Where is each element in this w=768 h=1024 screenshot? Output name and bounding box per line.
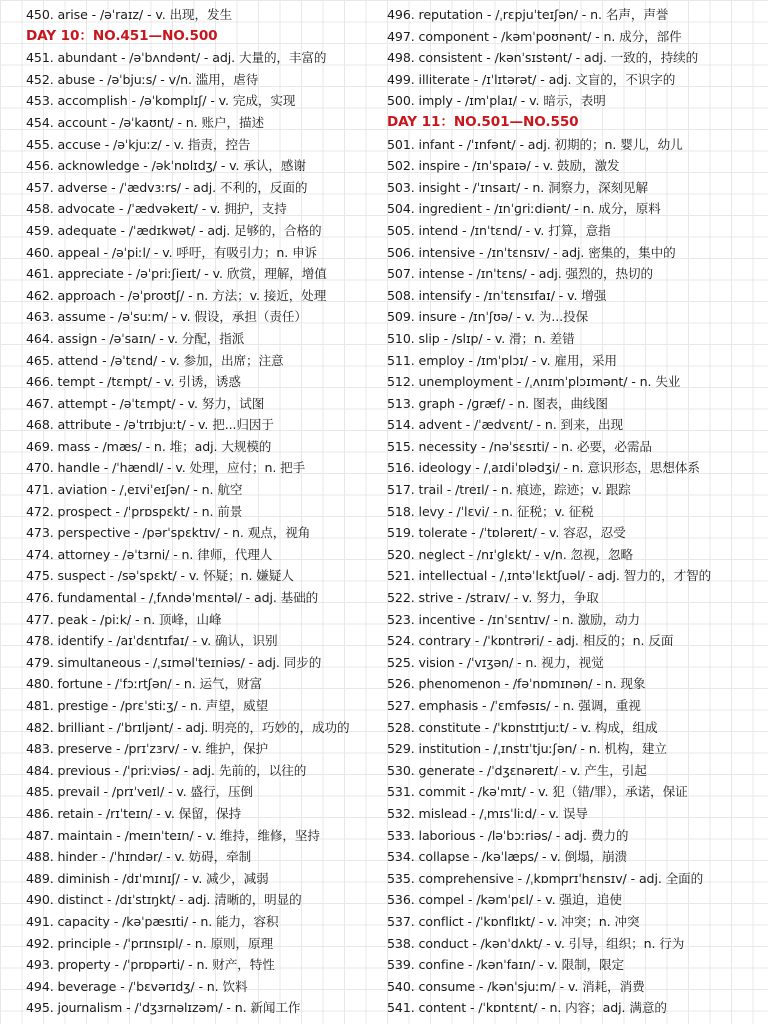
- vocab-entry: 471. aviation - /ˌeɪviˈeɪʃən/ - n. 航空: [26, 482, 243, 498]
- vocab-entry: 474. attorney - /əˈtɜrni/ - n. 律师，代理人: [26, 546, 273, 562]
- vocab-entry: 532. mislead - /ˌmɪsˈliːd/ - v. 误导: [387, 805, 588, 821]
- vocab-entry: 536. compel - /kəmˈpɛl/ - v. 强迫，追使: [387, 892, 622, 908]
- day-heading: DAY 11：NO.501—NO.550: [387, 113, 579, 130]
- vocab-entry: 483. preserve - /prɪˈzɜrv/ - v. 维护，保护: [26, 741, 268, 757]
- vocab-entry: 486. retain - /rɪˈteɪn/ - v. 保留，保持: [26, 805, 242, 821]
- vocab-entry: 456. acknowledge - /əkˈnɒlɪdʒ/ - v. 承认，感谢: [26, 158, 306, 174]
- vocab-entry: 506. intensive - /ɪnˈtɛnsɪv/ - adj. 密集的，集中的: [387, 244, 676, 260]
- vocab-entry: 531. commit - /kəˈmɪt/ - v. 犯（错/罪），承诺，保证: [387, 784, 688, 800]
- vocab-entry: 529. institution - /ˌɪnstɪˈtjuːʃən/ - n. 机构，建立: [387, 741, 667, 757]
- vocab-entry: 473. perspective - /pərˈspɛktɪv/ - n. 观点，视角: [26, 525, 311, 541]
- vocab-entry: 521. intellectual - /ˌɪntəˈlɛktʃuəl/ - adj. 智力的，才智的: [387, 568, 712, 584]
- vocab-entry: 484. previous - /ˈpriːviəs/ - adj. 先前的，以往的: [26, 762, 307, 778]
- vocab-entry: 463. assume - /əˈsuːm/ - v. 假设，承担（责任）: [26, 309, 307, 325]
- vocab-entry: 525. vision - /ˈvɪʒən/ - n. 视力，视觉: [387, 654, 604, 670]
- vocab-entry: 454. account - /əˈkaʊnt/ - n. 账户，描述: [26, 114, 264, 130]
- vocab-entry: 510. slip - /slɪp/ - v. 滑；n. 差错: [387, 330, 575, 346]
- vocab-entry: 461. appreciate - /əˈpriːʃieɪt/ - v. 欣赏，理解，增值: [26, 266, 327, 282]
- vocab-entry: 457. adverse - /ˈædvɜːrs/ - adj. 不利的，反面的: [26, 179, 308, 195]
- vocab-entry: 453. accomplish - /əˈkɒmplɪʃ/ - v. 完成，实现: [26, 93, 296, 109]
- vocab-entry: 479. simultaneous - /ˌsɪməlˈteɪniəs/ - adj. 同步的: [26, 654, 322, 670]
- vocab-entry: 478. identify - /aɪˈdɛntɪfaɪ/ - v. 确认，识别: [26, 633, 278, 649]
- vocab-entry: 492. principle - /ˈprɪnsɪpl/ - n. 原则，原理: [26, 935, 274, 951]
- vocab-entry: 517. trail - /treɪl/ - n. 痕迹，踪迹；v. 跟踪: [387, 482, 631, 498]
- vocab-entry: 541. content - /ˈkɒntɛnt/ - n. 内容；adj. 满意的: [387, 1000, 667, 1016]
- vocab-entry: 516. ideology - /ˌaɪdiˈɒlədʒi/ - n. 意识形态，思想体系: [387, 460, 700, 476]
- vocab-entry: 530. generate - /ˈdʒɛnəreɪt/ - v. 产生，引起: [387, 762, 647, 778]
- vocab-entry: 534. collapse - /kəˈlæps/ - v. 倒塌，崩溃: [387, 849, 628, 865]
- vocab-entry: 537. conflict - /ˈkɒnflɪkt/ - v. 冲突；n. 冲突: [387, 913, 640, 929]
- vocab-entry: 499. illiterate - /ɪˈlɪtərət/ - adj. 文盲的，不识字的: [387, 71, 676, 87]
- vocab-entry: 458. advocate - /ˈædvəkeɪt/ - v. 拥护，支持: [26, 201, 287, 217]
- vocab-entry: 496. reputation - /ˌrɛpjuˈteɪʃən/ - n. 名声，声誉: [387, 7, 669, 22]
- vocab-entry: 515. necessity - /nəˈsɛsɪti/ - n. 必要，必需品: [387, 438, 652, 454]
- vocabulary-column-left: [26, 4, 382, 1019]
- vocab-entry: 505. intend - /ɪnˈtɛnd/ - v. 打算，意指: [387, 222, 611, 238]
- vocab-entry: 512. unemployment - /ˌʌnɪmˈplɔɪmənt/ - n. 失业: [387, 374, 681, 390]
- vocab-entry: 469. mass - /mæs/ - n. 堆；adj. 大规模的: [26, 438, 272, 454]
- vocab-entry: 527. emphasis - /ˈɛmfəsɪs/ - n. 强调，重视: [387, 698, 641, 713]
- vocab-entry: 459. adequate - /ˈædɪkwət/ - adj. 足够的，合格的: [26, 222, 322, 238]
- vocab-entry: 522. strive - /straɪv/ - v. 努力，争取: [387, 590, 599, 606]
- vocab-entry: 465. attend - /əˈtɛnd/ - v. 参加，出席；注意: [26, 352, 284, 368]
- vocab-entry: 481. prestige - /prɛˈstiːʒ/ - n. 声望，威望: [26, 698, 269, 713]
- vocab-entry: 511. employ - /ɪmˈplɔɪ/ - v. 雇用，采用: [387, 352, 617, 368]
- vocab-entry: 524. contrary - /ˈkɒntrəri/ - adj. 相反的；n. 反面: [387, 633, 674, 649]
- vocab-entry: 528. constitute - /ˈkɒnstɪtjuːt/ - v. 构成，组成: [387, 719, 658, 735]
- vocab-entry: 495. journalism - /ˈdʒɜrnəlɪzəm/ - n. 新闻工作: [26, 1000, 301, 1016]
- vocab-entry: 489. diminish - /dɪˈmɪnɪʃ/ - v. 减少，减弱: [26, 870, 269, 886]
- vocab-entry: 526. phenomenon - /fəˈnɒmɪnən/ - n. 现象: [387, 676, 646, 692]
- vocab-entry: 498. consistent - /kənˈsɪstənt/ - adj. 一致的，持续的: [387, 50, 699, 66]
- vocab-entry: 472. prospect - /ˈprɒspɛkt/ - n. 前景: [26, 503, 243, 519]
- vocab-entry: 488. hinder - /ˈhɪndər/ - v. 妨碍，牵制: [26, 849, 252, 865]
- vocab-entry: 519. tolerate - /ˈtɒləreɪt/ - v. 容忍，忍受: [387, 525, 626, 541]
- vocab-entry: 538. conduct - /kənˈdʌkt/ - v. 引导，组织；n. 行为: [387, 935, 685, 951]
- day-heading: DAY 10：NO.451—NO.500: [26, 27, 218, 44]
- vocab-entry: 523. incentive - /ɪnˈsɛntɪv/ - n. 激励，动力: [387, 611, 641, 627]
- vocab-entry: 487. maintain - /meɪnˈteɪn/ - v. 维持，维修，坚持: [26, 827, 320, 843]
- vocab-entry: 490. distinct - /dɪˈstɪŋkt/ - adj. 清晰的，明显的: [26, 892, 302, 908]
- vocab-entry: 450. arise - /əˈraɪz/ - v. 出现，发生: [26, 7, 232, 22]
- vocab-entry: 509. insure - /ɪnˈʃʊə/ - v. 为...投保: [387, 309, 589, 325]
- vocab-entry: 494. beverage - /ˈbɛvərɪdʒ/ - n. 饮料: [26, 978, 248, 994]
- vocab-entry: 451. abundant - /əˈbʌndənt/ - adj. 大量的，丰富的: [26, 50, 327, 66]
- vocab-entry: 452. abuse - /əˈbjuːs/ - v/n. 滥用，虐待: [26, 71, 259, 87]
- vocab-entry: 462. approach - /əˈproʊtʃ/ - n. 方法；v. 接近，处理: [26, 287, 327, 303]
- vocab-entry: 485. prevail - /prɪˈveɪl/ - v. 盛行，压倒: [26, 784, 253, 800]
- vocab-entry: 518. levy - /ˈlɛvi/ - n. 征税；v. 征税: [387, 503, 594, 519]
- vocab-entry: 500. imply - /ɪmˈplaɪ/ - v. 暗示，表明: [387, 93, 606, 109]
- vocab-entry: 476. fundamental - /ˌfʌndəˈmɛntəl/ - adj. 基础的: [26, 590, 319, 606]
- vocab-entry: 464. assign - /əˈsaɪn/ - v. 分配，指派: [26, 330, 245, 346]
- vocab-entry: 514. advent - /ˈædvɛnt/ - n. 到来，出现: [387, 417, 624, 433]
- vocab-entry: 493. property - /ˈprɒpərti/ - n. 财产，特性: [26, 957, 275, 973]
- vocab-entry: 470. handle - /ˈhændl/ - v. 处理，应付；n. 把手: [26, 460, 306, 476]
- vocab-entry: 497. component - /kəmˈpoʊnənt/ - n. 成分，部件: [387, 28, 682, 44]
- vocab-entry: 480. fortune - /ˈfɔːrtʃən/ - n. 运气，财富: [26, 676, 262, 692]
- vocab-entry: 503. insight - /ˈɪnsaɪt/ - n. 洞察力，深刻见解: [387, 179, 649, 195]
- vocab-entry: 535. comprehensive - /ˌkɒmprɪˈhɛnsɪv/ - adj. 全面的: [387, 870, 704, 886]
- vocab-entry: 482. brilliant - /ˈbrɪljənt/ - adj. 明亮的，巧妙的，成功的: [26, 719, 350, 735]
- vocab-entry: 508. intensify - /ɪnˈtɛnsɪfaɪ/ - v. 增强: [387, 287, 607, 303]
- vocab-entry: 501. infant - /ˈɪnfənt/ - adj. 初期的；n. 婴儿，幼儿: [387, 136, 683, 152]
- vocab-entry: 477. peak - /piːk/ - n. 顶峰，山峰: [26, 611, 222, 627]
- vocab-entry: 468. attribute - /əˈtrɪbjuːt/ - v. 把...归因于: [26, 417, 274, 433]
- vocab-entry: 533. laborious - /ləˈbɔːriəs/ - adj. 费力的: [387, 827, 629, 843]
- vocab-entry: 507. intense - /ɪnˈtɛns/ - adj. 强烈的，热切的: [387, 266, 653, 282]
- vocab-entry: 467. attempt - /əˈtɛmpt/ - v. 努力，试图: [26, 395, 265, 411]
- vocabulary-column-right: [387, 4, 765, 1019]
- vocab-entry: 502. inspire - /ɪnˈspaɪə/ - v. 鼓励，激发: [387, 158, 620, 174]
- vocab-entry: 491. capacity - /kəˈpæsɪti/ - n. 能力，容积: [26, 913, 279, 929]
- vocab-entry: 513. graph - /ɡræf/ - n. 图表，曲线图: [387, 395, 608, 411]
- vocab-entry: 540. consume - /kənˈsjuːm/ - v. 消耗，消费: [387, 978, 645, 994]
- vocab-entry: 520. neglect - /nɪˈɡlɛkt/ - v/n. 忽视，忽略: [387, 546, 633, 562]
- vocab-entry: 455. accuse - /əˈkjuːz/ - v. 指责，控告: [26, 136, 251, 152]
- vocab-entry: 475. suspect - /səˈspɛkt/ - v. 怀疑；n. 嫌疑人: [26, 568, 294, 584]
- vocab-entry: 539. confine - /kənˈfaɪn/ - v. 限制，限定: [387, 957, 625, 973]
- vocab-entry: 460. appeal - /əˈpiːl/ - v. 呼吁，有吸引力；n. 申诉: [26, 244, 318, 260]
- vocab-entry: 466. tempt - /tɛmpt/ - v. 引诱，诱惑: [26, 374, 241, 390]
- vocab-entry: 504. ingredient - /ɪnˈɡriːdiənt/ - n. 成分，原料: [387, 201, 661, 217]
